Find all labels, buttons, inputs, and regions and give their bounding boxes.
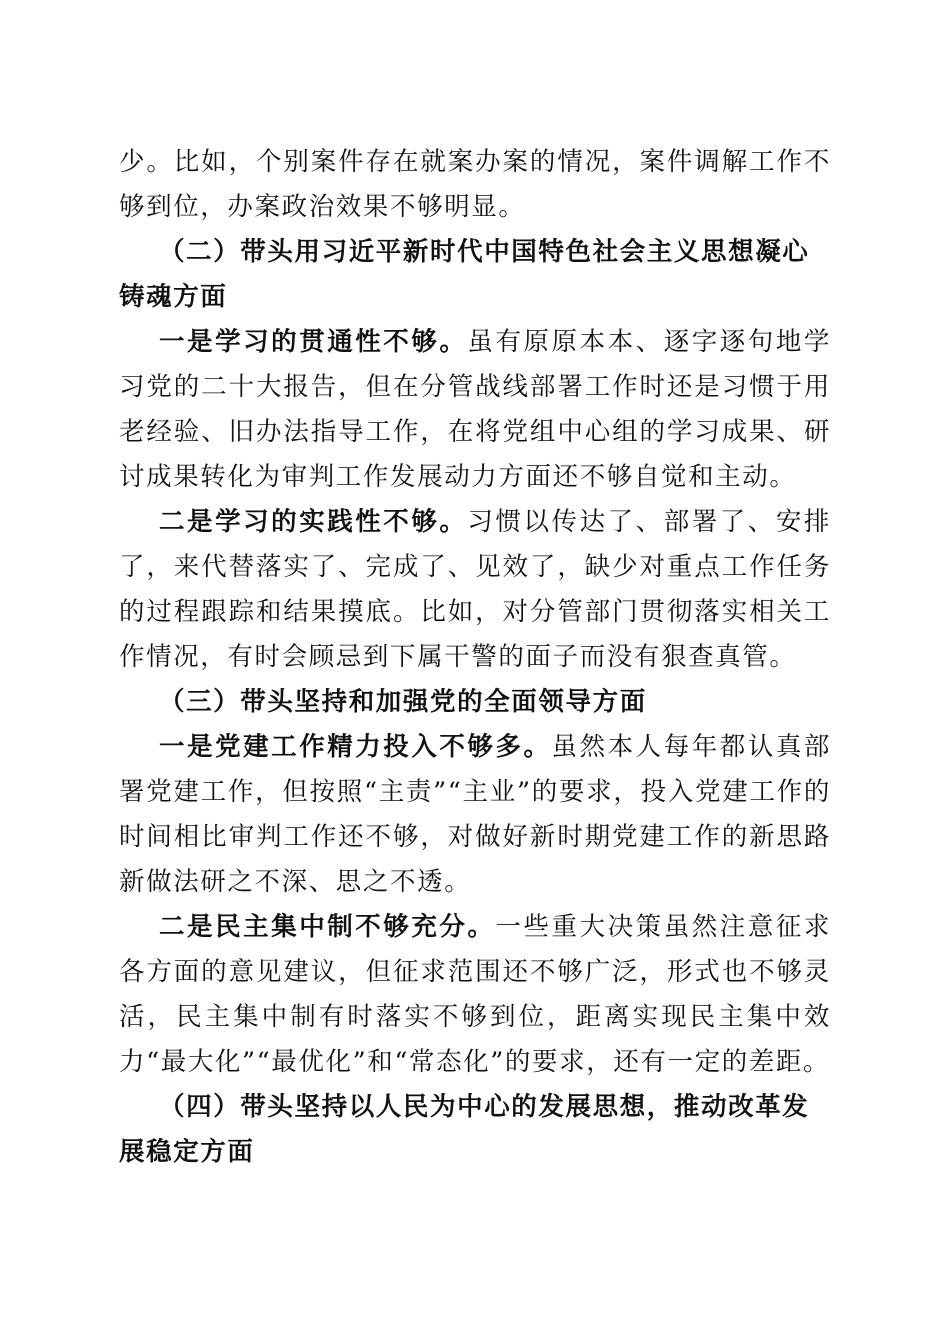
paragraph-text: 习惯以传达了、部署了、安排了，来代替落实了、完成了、见效了，缺少对重点工作任务的过程跟踪和结果摸底。比如，对分管部门贯彻落实相关工作情况，有时会顾忌到下属干警的面子而没有狠查真管。 — [119, 507, 831, 672]
paragraph-text: 虽然本人每年都认真部署党建工作，但按照“主责”“主业”的要求，投入党建工作的时间相比审判工作还不够，对做好新时期党建工作的新思路新做法研之不深、思之不透。 — [119, 732, 831, 897]
paragraph-continuation — [119, 140, 831, 230]
heading-text: （四）带头坚持以人民为中心的发展思想，推动改革发展稳定方面 — [119, 1092, 810, 1167]
paragraph-text: 虽有原原本本、逐字逐句地学习党的二十大报告，但在分管战线部署工作时还是习惯于用老经验、旧办法指导工作，在将党组中心组的学习成果、研讨成果转化为审判工作发展动力方面还不够自觉和主动。 — [119, 327, 831, 492]
paragraph-lead: 一是党建工作精力投入不够多。 — [159, 732, 552, 762]
paragraph-lead: 二是民主集中制不够充分。 — [159, 912, 496, 942]
paragraph-study-coherence — [119, 320, 831, 500]
heading-text: （二）带头用习近平新时代中国特色社会主义思想凝心铸魂方面 — [119, 237, 810, 312]
heading-text: （三）带头坚持和加强党的全面领导方面 — [159, 687, 647, 717]
paragraph-study-practice — [119, 500, 831, 680]
paragraph-democratic-centralism — [119, 905, 831, 1085]
paragraph-lead: 二是学习的实践性不够。 — [159, 507, 468, 537]
section-heading-3 — [119, 680, 831, 725]
paragraph-party-building — [119, 725, 831, 905]
document-body — [119, 140, 831, 1175]
paragraph-text: 少。比如，个别案件存在就案办案的情况，案件调解工作不够到位，办案政治效果不够明显。 — [119, 147, 831, 222]
section-heading-2 — [119, 230, 831, 320]
paragraph-text: 一些重大决策虽然注意征求各方面的意见建议，但征求范围还不够广泛，形式也不够灵活，民主集中制有时落实不够到位，距离实现民主集中效力“最大化”“最优化”和“常态化”的要求，还有一定的差距。 — [119, 912, 831, 1077]
paragraph-lead: 一是学习的贯通性不够。 — [159, 327, 468, 357]
section-heading-4 — [119, 1085, 831, 1175]
